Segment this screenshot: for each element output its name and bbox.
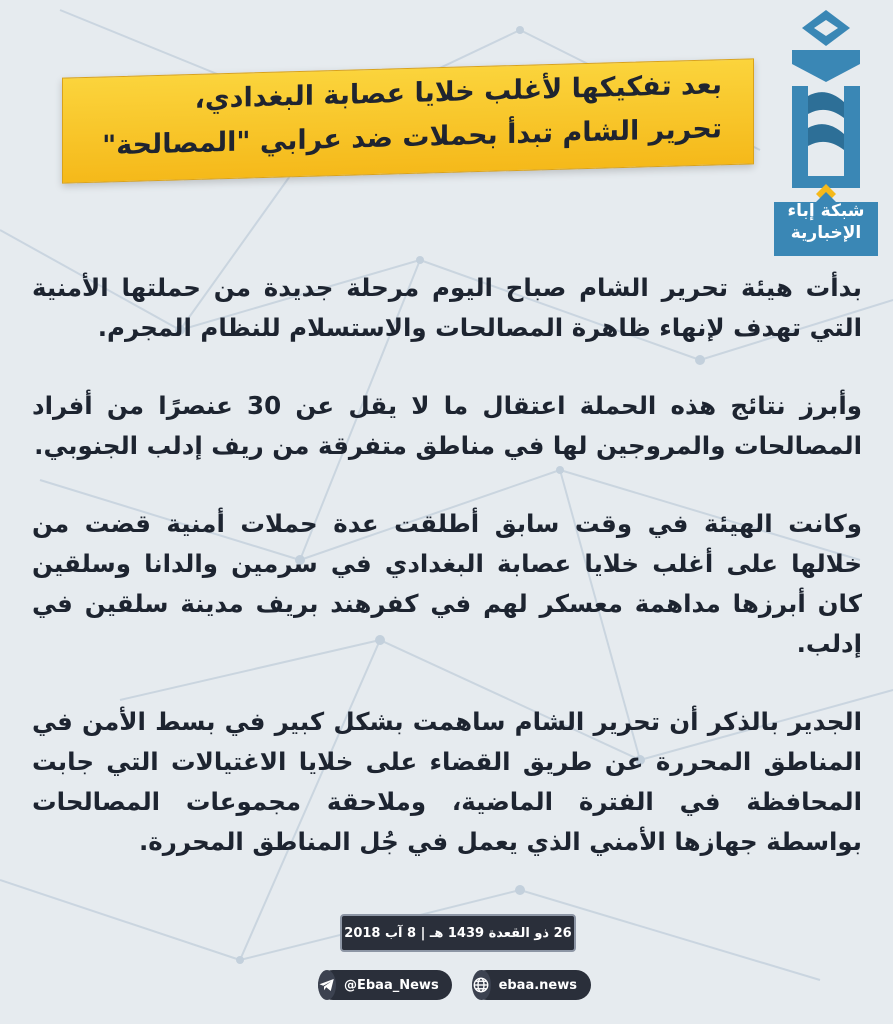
article-paragraph-4: الجدير بالذكر أن تحرير الشام ساهمت بشكل كبير في بسط الأمن في المناطق المحررة عن طريق القضاء على خلايا الاغتيالات التي جابت المحافظة في الفترة الماضية، وملاحقة مجموعات المصالحات بواسطة جهازها الأمني الذي يعمل في جُل المناطق المحررة. — [32, 707, 862, 856]
headline — [62, 62, 750, 181]
brand-name — [770, 200, 882, 244]
headline-line-2: تحرير الشام تبدأ بحملات ضد عرابي "المصالحة" — [102, 113, 722, 162]
brand-name-line-2: الإخبارية — [790, 223, 862, 243]
telegram-handle[interactable] — [318, 970, 452, 1000]
date-text: 26 ذو القعدة 1439 هـ | 8 آب 2018 — [344, 925, 572, 941]
telegram-handle-text: @Ebaa_News — [344, 977, 439, 993]
article-paragraph-2: وأبرز نتائج هذه الحملة اعتقال ما لا يقل عن 30 عنصرًا من أفراد المصالحات والمروجين لها في مناطق متفرقة من ريف إدلب الجنوبي. — [32, 391, 862, 460]
article-paragraph-1: بدأت هيئة تحرير الشام صباح اليوم مرحلة جديدة من حملتها الأمنية التي تهدف لإنهاء ظاهرة المصالحات والاستسلام للنظام المجرم. — [32, 273, 862, 342]
globe-icon — [472, 970, 491, 1000]
date-badge — [340, 914, 576, 952]
brand-name-line-1: شبكة إباء — [787, 201, 865, 221]
telegram-icon — [318, 970, 336, 1000]
headline-line-1: بعد تفكيكها لأغلب خلايا عصابة البغدادي، — [194, 69, 722, 115]
website-text: ebaa.news — [498, 977, 577, 993]
article-body — [32, 268, 862, 900]
article-paragraph-3: وكانت الهيئة في وقت سابق أطلقت عدة حملات أمنية قضت من خلالها على أغلب خلايا عصابة البغدادي في سرمين والدانا وسلقين كان أبرزها مداهمة معسكر لهم في كفرهند بريف مدينة سلقين في إدلب. — [32, 509, 862, 658]
website-link[interactable] — [472, 970, 591, 1000]
